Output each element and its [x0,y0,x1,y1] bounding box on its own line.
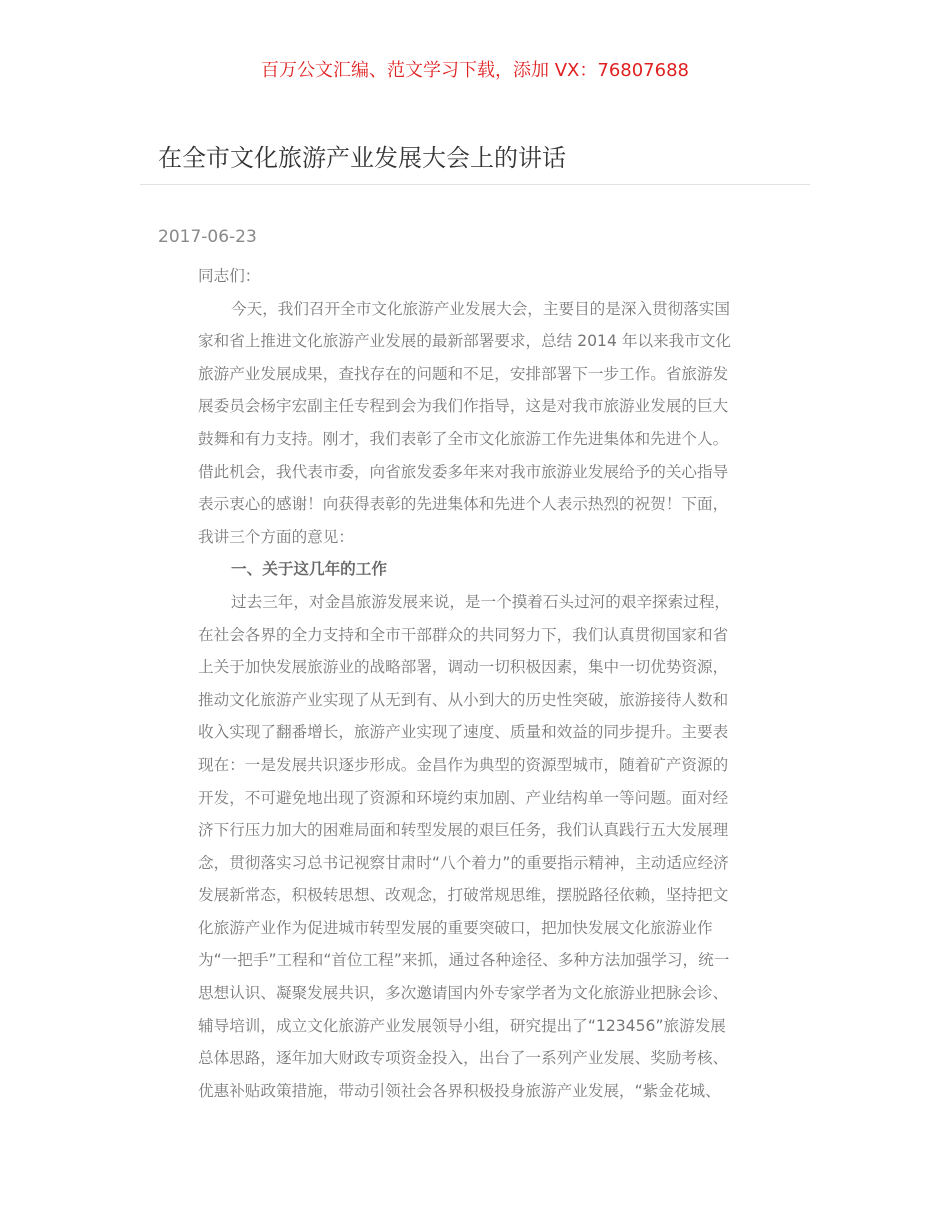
publish-date: 2017-06-23 [158,227,257,247]
text-line: 我讲三个方面的意见： [198,527,354,546]
text-line: 念，贯彻落实习总书记视察甘肃时“八个着力”的重要指示精神，主动适应经济 [198,853,729,872]
section-heading: 一、关于这几年的工作 [231,560,387,579]
text-line: 鼓舞和有力支持。刚才，我们表彰了全市文化旅游工作先进集体和先进个人。 [198,429,729,448]
text-line: 家和省上推进文化旅游产业发展的最新部署要求，总结 2014 年以来我市文化 [198,332,732,351]
page-title: 在全市文化旅游产业发展大会上的讲话 [158,144,566,172]
text-line: 借此机会，我代表市委，向省旅发委多年来对我市旅游业发展给予的关心指导 [198,462,729,481]
text-line: 推动文化旅游产业实现了从无到有、从小到大的历史性突破，旅游接待人数和 [198,690,729,709]
text-line: 旅游产业发展成果，查找存在的问题和不足，安排部署下一步工作。省旅游发 [198,364,729,383]
text-line: 辅导培训，成立文化旅游产业发展领导小组，研究提出了“123456”旅游发展 [198,1016,726,1035]
text-line: 过去三年，对金昌旅游发展来说，是一个摸着石头过河的艰辛探索过程， [231,592,731,611]
text-line: 优惠补贴政策措施，带动引领社会各界积极投身旅游产业发展，“紫金花城、 [198,1081,721,1100]
text-line: 发展新常态，积极转思想、改观念，打破常规思维，摆脱路径依赖，坚持把文 [198,886,729,905]
text-line: 今天，我们召开全市文化旅游产业发展大会，主要目的是深入贯彻落实国 [231,299,731,318]
text-line: 同志们： [198,267,261,285]
text-line: 上关于加快发展旅游业的战略部署，调动一切积极因素，集中一切优势资源， [198,658,729,677]
download-banner: 百万公文汇编、范文学习下载，添加 VX：76807688 [261,60,689,81]
text-line: 化旅游产业作为促进城市转型发展的重要突破口，把加快发展文化旅游业作 [198,918,713,937]
text-line: 展委员会杨宇宏副主任专程到会为我们作指导，这是对我市旅游业发展的巨大 [198,397,729,416]
text-line: 表示衷心的感谢！向获得表彰的先进集体和先进个人表示热烈的祝贺！下面， [198,495,729,514]
text-line: 总体思路，逐年加大财政专项资金投入，出台了一系列产业发展、奖励考核、 [198,1049,729,1068]
text-line: 收入实现了翻番增长，旅游产业实现了速度、质量和效益的同步提升。主要表 [198,723,729,742]
text-line: 为“一把手”工程和“首位工程”来抓，通过各种途径、多种方法加强学习，统一 [198,951,730,970]
text-line: 现在：一是发展共识逐步形成。金昌作为典型的资源型城市，随着矿产资源的 [198,755,729,774]
text-line: 济下行压力加大的困难局面和转型发展的艰巨任务，我们认真践行五大发展理 [198,821,729,840]
title-divider [140,184,810,185]
text-line: 思想认识、凝聚发展共识，多次邀请国内外专家学者为文化旅游业把脉会诊、 [198,984,729,1003]
text-line: 在社会各界的全力支持和全市干部群众的共同努力下，我们认真贯彻国家和省 [198,625,729,644]
article-body [198,260,758,1107]
text-line: 开发，不可避免地出现了资源和环境约束加剧、产业结构单一等问题。面对经 [198,788,729,807]
